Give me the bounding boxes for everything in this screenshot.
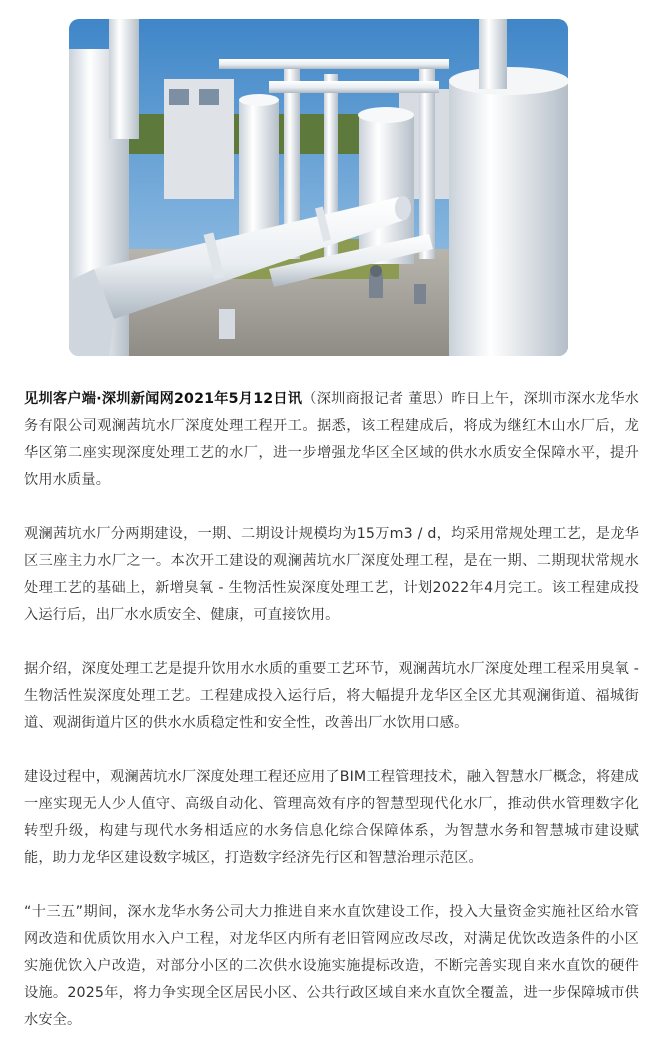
- byline: （深圳商报记者 董思）: [302, 391, 452, 407]
- paragraph: 据介绍，深度处理工艺是提升饮用水水质的重要工艺环节，观澜茜坑水厂深度处理工程采用臭氧 - 生物活性炭深度处理工艺。工程建成投入运行后，将大幅提升龙华区全区尤其观澜街道、福城街道、观湖街道片区的供水水质稳定性和安全性，改善出厂水饮用口感。: [24, 661, 639, 731]
- dateline: 见圳客户端·深圳新闻网2021年5月12日讯: [24, 391, 303, 407]
- water-plant-illustration: [69, 19, 568, 356]
- paragraph: “十三五”期间，深水龙华水务公司大力推进自来水直饮建设工作，投入大量资金实施社区给水管网改造和优质饮用水入户工程，对龙华区内所有老旧管网应改尽改，对满足优饮改造条件的小区实施优饮入户改造，对部分小区的二次供水设施实施提标改造，不断完善实现自来水直饮的硬件设施。2025年，将力争实现全区居民小区、公共行政区域自来水直饮全覆盖，进一步保障城市供水安全。: [24, 904, 639, 1028]
- article-body: [24, 386, 639, 1061]
- lead-paragraph: [24, 386, 639, 494]
- paragraph: 建设过程中，观澜茜坑水厂深度处理工程还应用了BIM工程管理技术，融入智慧水厂概念，将建成一座实现无人少人值守、高级自动化、管理高效有序的智慧型现代化水厂，推动供水管理数字化转型升级，构建与现代水务相适应的水务信息化综合保障体系，为智慧水务和智慧城市建设赋能，助力龙华区建设数字城区，打造数字经济先行区和智慧治理示范区。: [24, 769, 639, 866]
- lead-text: 昨日上午，深圳市深水龙华水务有限公司观澜茜坑水厂深度处理工程开工。据悉，该工程建成后，将成为继红木山水厂后，龙华区第二座实现深度处理工艺的水厂，进一步增强龙华区全区域的供水水质安全保障水平，提升饮用水质量。: [24, 391, 640, 488]
- paragraph: 观澜茜坑水厂分两期建设，一期、二期设计规模均为15万m3 / d，均采用常规处理工艺，是龙华区三座主力水厂之一。本次开工建设的观澜茜坑水厂深度处理工程，是在一期、二期现状常规水处理工艺的基础上，新增臭氧 - 生物活性炭深度处理工艺，计划2022年4月完工。该工程建成投入运行后，出厂水水质安全、健康，可直接饮用。: [24, 526, 639, 623]
- hero-photo: [69, 19, 568, 356]
